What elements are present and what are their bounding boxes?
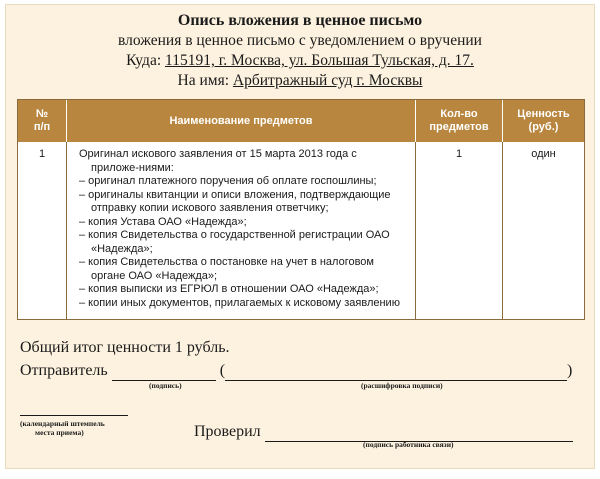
list-item: Оригинал искового заявления от 15 марта 2013 года с приложе-ниями: bbox=[79, 148, 357, 174]
table-row bbox=[18, 142, 584, 319]
recipient-line bbox=[6, 71, 594, 91]
document-subtitle: вложения в ценное письмо с уведомлением о вручении bbox=[118, 32, 482, 49]
column-header-value bbox=[503, 100, 584, 142]
list-item: – копия выписки из ЕГРЮЛ в отношении ОАО «Надежда»; bbox=[79, 283, 379, 295]
checked-label: Проверил bbox=[194, 423, 261, 440]
destination-address: 115191, г. Москва, ул. Большая Тульская, д. 17. bbox=[165, 52, 474, 69]
destination-label: Куда: bbox=[126, 52, 162, 69]
list-item: – оригиналы квитанции и описи вложения, подтверждающие отправку копии искового заявления ответчику; bbox=[79, 188, 391, 214]
list-item: – копия Свидетельства о государственной регистрации ОАО «Надежда»; bbox=[79, 229, 390, 255]
row-quantity: 1 bbox=[416, 142, 503, 319]
total-value-line: Общий итог ценности 1 рубль. bbox=[20, 339, 230, 356]
stamp-caption-line1: (календарный штемпель bbox=[20, 419, 105, 428]
postal-worker-caption: (подпись работника связи) bbox=[363, 440, 454, 449]
destination-line bbox=[6, 51, 594, 71]
row-description bbox=[67, 142, 416, 319]
sender-name-field bbox=[225, 362, 567, 381]
document-title: Опись вложения в ценное письмо bbox=[177, 12, 423, 29]
document-header bbox=[6, 11, 594, 91]
column-header-number-line2: п/п bbox=[33, 121, 51, 133]
column-header-quantity-line2: предметов bbox=[429, 121, 489, 133]
open-paren: ( bbox=[219, 362, 226, 379]
recipient-name: Арбитражный суд г. Москвы bbox=[232, 72, 423, 89]
list-item: – копия Устава ОАО «Надежда»; bbox=[79, 215, 247, 228]
sender-line bbox=[20, 362, 572, 381]
column-header-quantity-line1: Кол-во bbox=[440, 108, 478, 120]
sender-label: Отправитель bbox=[20, 362, 108, 379]
recipient-label: На имя: bbox=[177, 72, 230, 89]
items-table bbox=[17, 99, 585, 320]
column-header-number-line1: № bbox=[35, 108, 49, 120]
table-header bbox=[18, 100, 584, 142]
list-item: – копия Свидетельства о постановке на учет в налоговом органе ОАО «Надежда»; bbox=[79, 256, 374, 282]
column-header-value-line1: Ценность bbox=[517, 108, 570, 120]
stamp-caption-line2: места приема) bbox=[35, 428, 84, 437]
signature-caption: (подпись) bbox=[149, 381, 182, 390]
row-number: 1 bbox=[18, 142, 67, 319]
inventory-document bbox=[5, 4, 595, 469]
column-header-number bbox=[18, 100, 67, 142]
sender-signature-field bbox=[112, 362, 216, 381]
column-header-quantity bbox=[416, 100, 503, 142]
stamp-line bbox=[20, 415, 128, 416]
close-paren: ) bbox=[567, 362, 573, 379]
column-header-value-line2: (руб.) bbox=[528, 121, 559, 133]
list-item: – оригинал платежного поручения об оплате госпошлины; bbox=[79, 175, 377, 187]
row-value: один bbox=[531, 148, 556, 160]
signature-decode-caption: (расшифровка подписи) bbox=[361, 381, 443, 390]
list-item: – копии иных документов, прилагаемых к исковому заявлению bbox=[79, 296, 400, 309]
column-header-name: Наименование предметов bbox=[67, 100, 416, 142]
